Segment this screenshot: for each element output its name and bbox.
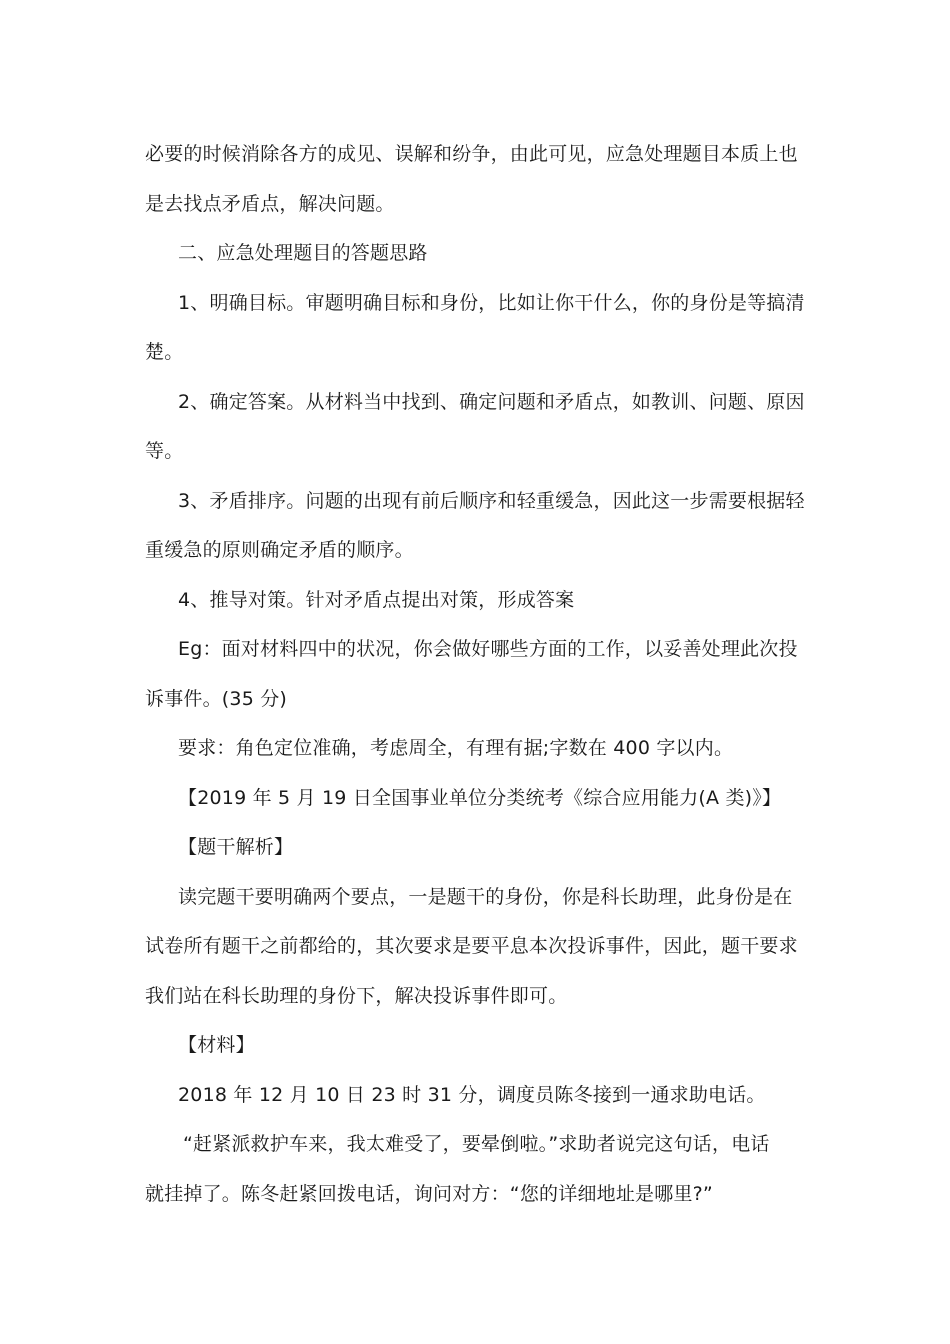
step-2-line: 2、确定答案。从材料当中找到、确定问题和矛盾点，如教训、问题、原因 bbox=[178, 390, 805, 413]
paragraph-line: 必要的时候消除各方的成见、误解和纷争，由此可见，应急处理题目本质上也 bbox=[145, 143, 798, 165]
example-question-line: 诉事件。(35 分) bbox=[145, 687, 288, 710]
analysis-heading: 【题干解析】 bbox=[178, 836, 294, 858]
material-line: 就挂掉了。陈冬赶紧回拨电话，询问对方：“您的详细地址是哪里?” bbox=[145, 1182, 713, 1205]
material-heading: 【材料】 bbox=[178, 1034, 255, 1056]
paragraph-line: 是去找点矛盾点，解决问题。 bbox=[145, 192, 395, 215]
material-line: 2018 年 12 月 10 日 23 时 31 分，调度员陈冬接到一通求助电话。 bbox=[178, 1083, 766, 1106]
requirement-line: 要求：角色定位准确，考虑周全，有理有据;字数在 400 字以内。 bbox=[178, 737, 734, 759]
step-4-line: 4、推导对策。针对矛盾点提出对策，形成答案 bbox=[178, 588, 575, 611]
step-2-line: 等。 bbox=[145, 440, 184, 462]
material-line: “赶紧派救护车来，我太难受了，要晕倒啦。”求助者说完这句话，电话 bbox=[183, 1133, 770, 1155]
exam-source-line: 【2019 年 5 月 19 日全国事业单位分类统考《综合应用能力(A 类)》】 bbox=[178, 786, 782, 809]
section-heading: 二、应急处理题目的答题思路 bbox=[178, 242, 428, 264]
example-question-line: Eg：面对材料四中的状况，你会做好哪些方面的工作，以妥善处理此次投 bbox=[178, 638, 798, 660]
analysis-line: 试卷所有题干之前都给的，其次要求是要平息本次投诉事件，因此，题干要求 bbox=[145, 935, 798, 957]
document-body bbox=[145, 130, 805, 1219]
step-3-line: 3、矛盾排序。问题的出现有前后顺序和轻重缓急，因此这一步需要根据轻 bbox=[178, 489, 805, 512]
step-3-line: 重缓急的原则确定矛盾的顺序。 bbox=[145, 539, 414, 561]
step-1-line: 楚。 bbox=[145, 341, 184, 363]
analysis-line: 读完题干要明确两个要点，一是题干的身份，你是科长助理，此身份是在 bbox=[178, 885, 793, 908]
analysis-line: 我们站在科长助理的身份下，解决投诉事件即可。 bbox=[145, 984, 568, 1007]
step-1-line: 1、明确目标。审题明确目标和身份，比如让你干什么，你的身份是等搞清 bbox=[178, 291, 805, 314]
